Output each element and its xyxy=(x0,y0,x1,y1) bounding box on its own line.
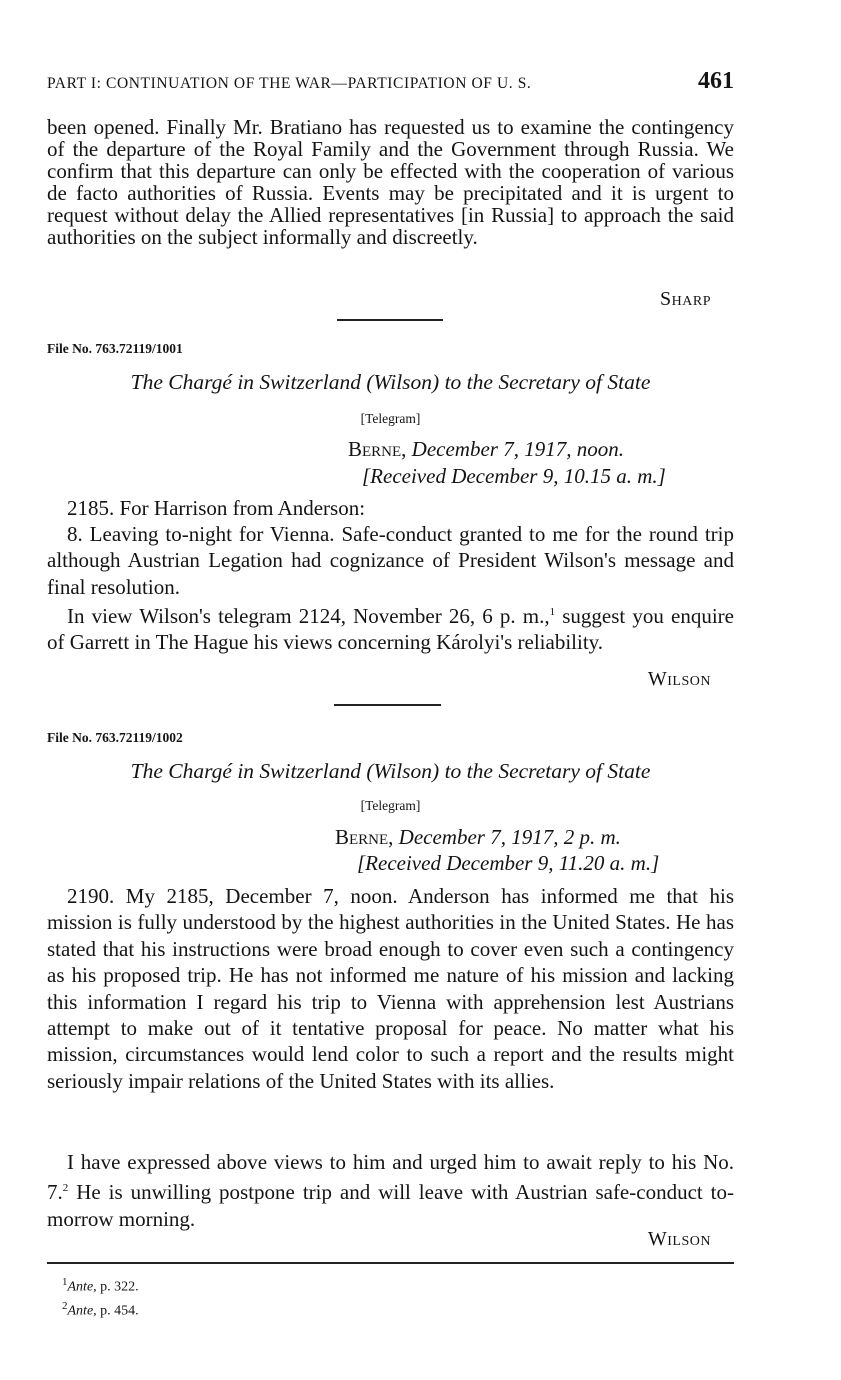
dateline-place: Berne, xyxy=(348,437,407,461)
doc-title-part: The Chargé in Switzerland ( xyxy=(130,370,374,394)
doc-title-name: Wilson xyxy=(373,759,433,783)
doc-title-1001 xyxy=(47,370,734,395)
doc-title-name: Wilson xyxy=(373,370,433,394)
running-head xyxy=(47,68,734,95)
dateline-date: December 7, 1917, noon. xyxy=(411,437,624,461)
footnote-page: p. 454. xyxy=(96,1303,139,1319)
doc-title-part: The Chargé in Switzerland ( xyxy=(130,759,374,783)
paragraph-text: He is unwilling postpone trip and will leave with Austrian safe-conduct to-morrow morning. xyxy=(47,1180,734,1231)
signature-wilson-2: Wilson xyxy=(647,1228,711,1250)
footnotes xyxy=(62,1273,139,1320)
file-number-1001: File No. 763.72119/1001 xyxy=(47,341,183,356)
dateline-place: Berne, xyxy=(335,825,394,849)
doc-title-1002 xyxy=(47,759,734,784)
telegram-label: [Telegram] xyxy=(360,798,421,813)
footnote-mark: 2 xyxy=(62,1299,68,1312)
footnote-2 xyxy=(62,1297,139,1321)
paragraph-2185: 2185. For Harrison from Anderson: xyxy=(67,496,366,520)
page-number: 461 xyxy=(698,68,734,94)
received-line-1002: [Received December 9, 11.20 a. m.] xyxy=(357,851,660,875)
running-title: PART I: CONTINUATION OF THE WAR—PARTICIPATION OF U. S. xyxy=(47,75,532,92)
footnote-ref-text: Ante, xyxy=(67,1279,97,1295)
paragraph-expressed xyxy=(47,1149,734,1232)
footnote-rule xyxy=(47,1262,734,1264)
file-number-1002: File No. 763.72119/1002 xyxy=(47,730,183,745)
section-divider xyxy=(334,704,441,706)
telegram-label: [Telegram] xyxy=(360,411,421,426)
footnote-ref-text: Ante, xyxy=(67,1303,97,1319)
doc-title-part: ) to the Secretary of State xyxy=(432,370,651,394)
footnote-ref: 1 xyxy=(549,606,556,618)
paragraph-text: In view Wilson's telegram 2124, November 26, 6 p. m., xyxy=(67,604,550,628)
paragraph-2190: 2190. My 2185, December 7, noon. Anderson has informed me that his mission is fully understood by the highest authorities in the United States. He has stated that his instructions were broad enough to cover even such a contingency as his proposed trip. He has not informed me nature of his mission and lacking this information I regard his trip to Vienna with apprehension lest Austrians attempt to make out of it tentative proposal for peace. No matter what his mission, circumstances would lend color to such a report and the results might seriously impair relations of the United States with its allies. xyxy=(47,884,734,1093)
paragraph-text: I have expressed above views to him and urged him to await reply to his No. 7. xyxy=(47,1150,734,1205)
footnote-ref: 2 xyxy=(62,1182,69,1195)
footnote-mark: 1 xyxy=(62,1276,68,1288)
doc-title-part: ) to the Secretary of State xyxy=(432,759,651,783)
signature-wilson-1: Wilson xyxy=(647,668,711,690)
intro-paragraph: been opened. Finally Mr. Bratiano has requested us to examine the contingency of the departure of the Royal Family and the Government through Russia. We confirm that this departure can only be effected with the cooperation of various de facto authorities of Russia. Events may be precipitated and it is urgent to request without delay the Allied representatives [in Russia] to approach the said authorities on the subject informally and discreetly. xyxy=(47,115,734,249)
paragraph-in-view xyxy=(47,599,734,656)
paragraph-text: suggest you enquire of Garrett in The Hague his views concerning Károlyi's reliability. xyxy=(47,604,734,655)
paragraph-leaving: 8. Leaving to-night for Vienna. Safe-conduct granted to me for the round trip although Austrian Legation had cognizance of President Wilson's message and final resolution. xyxy=(47,522,734,599)
section-divider xyxy=(337,319,443,321)
received-line-1001: [Received December 9, 10.15 a. m.] xyxy=(362,464,666,488)
dateline-date: December 7, 1917, 2 p. m. xyxy=(398,825,621,849)
footnote-1 xyxy=(62,1273,139,1297)
footnote-page: p. 322. xyxy=(96,1279,139,1295)
dateline-1001 xyxy=(348,437,624,462)
dateline-1002 xyxy=(335,825,621,850)
signature-sharp: Sharp xyxy=(660,288,711,310)
